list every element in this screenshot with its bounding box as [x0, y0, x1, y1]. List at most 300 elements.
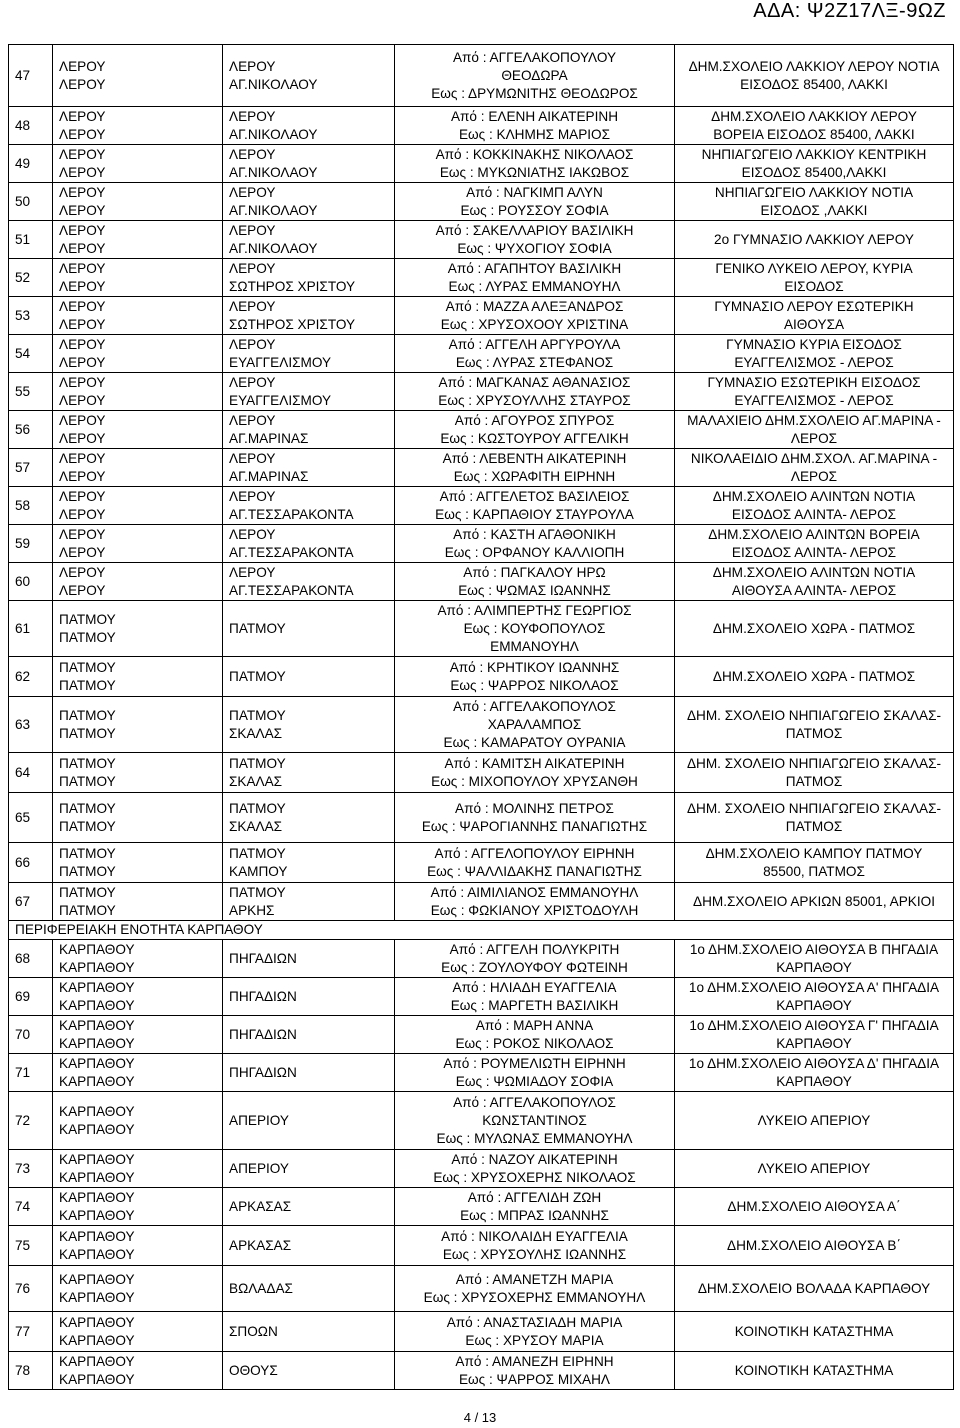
name-range-cell	[395, 883, 675, 921]
table-row	[9, 45, 954, 107]
district-line: ΛΕΡΟΥ	[229, 336, 276, 352]
range-line: ΧΑΡΑΛΑΜΠΟΣ	[487, 716, 582, 732]
name-range-cell	[395, 601, 675, 657]
name-range-cell	[395, 525, 675, 563]
municipality-line: ΛΕΡΟΥ	[59, 526, 106, 542]
municipality-cell	[53, 883, 223, 921]
district-cell	[223, 45, 395, 107]
range-line: ΕΜΜΑΝΟΥΗΛ	[490, 638, 579, 654]
district-line: ΑΓ.ΝΙΚΟΛΑΟΥ	[229, 202, 318, 218]
name-range-cell	[395, 1092, 675, 1150]
municipality-cell	[53, 1016, 223, 1054]
district-cell	[223, 793, 395, 843]
location-line: ΔΗΜ.ΣΧΟΛΕΙΟ ΑΙΘΟΥΣΑ Β΄	[726, 1237, 902, 1253]
municipality-line: ΛΕΡΟΥ	[59, 450, 106, 466]
district-cell	[223, 657, 395, 697]
municipality-line: ΛΕΡΟΥ	[59, 108, 106, 124]
district-line: ΛΕΡΟΥ	[229, 146, 276, 162]
municipality-cell	[53, 259, 223, 297]
municipality-line: ΚΑΡΠΑΘΟΥ	[59, 1271, 135, 1287]
row-number: 66	[9, 843, 53, 883]
table-row	[9, 221, 954, 259]
district-line: ΒΩΛΑΔΑΣ	[229, 1280, 293, 1296]
district-cell	[223, 753, 395, 793]
district-cell	[223, 1352, 395, 1390]
range-line: Εως : ΛΥΡΑΣ ΕΜΜΑΝΟΥΗΛ	[448, 278, 621, 294]
location-line: ΝΗΠΙΑΓΩΓΕΙΟ ΛΑΚΚΙΟΥ ΚΕΝΤΡΙΚΗ	[701, 146, 927, 162]
municipality-line: ΚΑΡΠΑΘΟΥ	[59, 1246, 135, 1262]
municipality-line: ΚΑΡΠΑΘΟΥ	[59, 1169, 135, 1185]
row-number: 64	[9, 753, 53, 793]
range-line: Από : ΑΓΓΕΛΑΚΟΠΟΥΛΟΥ	[452, 49, 617, 65]
location-cell	[675, 107, 954, 145]
location-cell	[675, 145, 954, 183]
page-number: 4 / 13	[463, 1410, 497, 1425]
location-line: ΔΗΜ.ΣΧΟΛΕΙΟ ΑΛΙΝΤΩΝ ΒΟΡΕΙΑ	[708, 526, 920, 542]
table-body-leros-patmos	[9, 45, 954, 921]
district-cell	[223, 221, 395, 259]
district-line: ΛΕΡΟΥ	[229, 260, 276, 276]
municipality-line: ΠΑΤΜΟΥ	[59, 755, 116, 771]
table-row	[9, 411, 954, 449]
range-line: Εως : ΧΡΥΣΟΧΟΟΥ ΧΡΙΣΤΙΝΑ	[440, 316, 629, 332]
location-line: ΔΗΜ.ΣΧΟΛΕΙΟ ΑΡΚΙΩΝ 85001, ΑΡΚΙΟΙ	[693, 893, 935, 909]
municipality-cell	[53, 978, 223, 1016]
location-line: ΑΙΘΟΥΣΑ	[783, 316, 845, 332]
row-number: 78	[9, 1352, 53, 1390]
municipality-cell	[53, 221, 223, 259]
municipality-line: ΠΑΤΜΟΥ	[59, 800, 116, 816]
table-row	[9, 563, 954, 601]
location-line: ΚΑΡΠΑΘΟΥ	[776, 1073, 852, 1089]
row-number: 70	[9, 1016, 53, 1054]
municipality-cell	[53, 183, 223, 221]
district-line: ΛΕΡΟΥ	[229, 58, 276, 74]
municipality-line: ΠΑΤΜΟΥ	[59, 629, 116, 645]
district-cell	[223, 978, 395, 1016]
name-range-cell	[395, 1266, 675, 1312]
row-number: 52	[9, 259, 53, 297]
location-line: ΒΟΡΕΙΑ ΕΙΣΟΔΟΣ 85400, ΛΑΚΚΙ	[713, 126, 915, 142]
district-cell	[223, 335, 395, 373]
district-line: ΣΩΤΗΡΟΣ ΧΡΙΣΤΟΥ	[229, 278, 356, 294]
range-line: Εως : ΡΟΚΟΣ ΝΙΚΟΛΑΟΣ	[455, 1035, 614, 1051]
municipality-line: ΠΑΤΜΟΥ	[59, 707, 116, 723]
location-line: ΛΕΡΟΣ	[790, 468, 838, 484]
municipality-line: ΛΕΡΟΥ	[59, 260, 106, 276]
location-cell	[675, 1188, 954, 1226]
municipality-line: ΛΕΡΟΥ	[59, 564, 106, 580]
range-line: Εως : ΧΡΥΣΟΧΕΡΗΣ ΕΜΜΑΝΟΥΗΛ	[423, 1289, 646, 1305]
location-cell	[675, 793, 954, 843]
range-line: Από : ΜΑΖΖΑ ΑΛΕΞΑΝΔΡΟΣ	[445, 298, 624, 314]
location-line: ΔΗΜ.ΣΧΟΛΕΙΟ ΑΙΘΟΥΣΑ Α΄	[727, 1198, 901, 1214]
range-line: Από : ΑΓΓΕΛΗ ΠΟΛΥΚΡΙΤΗ	[449, 941, 620, 957]
district-cell	[223, 145, 395, 183]
municipality-line: ΛΕΡΟΥ	[59, 430, 106, 446]
range-line: Από : ΜΟΛΙΝΗΣ ΠΕΤΡΟΣ	[455, 800, 614, 816]
municipality-line: ΚΑΡΠΑΘΟΥ	[59, 959, 135, 975]
location-line: ΚΟΙΝΟΤΙΚΗ ΚΑΤΑΣΤΗΜΑ	[734, 1362, 894, 1378]
name-range-cell	[395, 563, 675, 601]
name-range-cell	[395, 221, 675, 259]
location-line: ΓΕΝΙΚΟ ΛΥΚΕΙΟ ΛΕΡΟΥ, ΚΥΡΙΑ	[715, 260, 913, 276]
municipality-line: ΛΕΡΟΥ	[59, 126, 106, 142]
location-line: ΔΗΜ. ΣΧΟΛΕΙΟ ΝΗΠΙΑΓΩΓΕΙΟ ΣΚΑΛΑΣ-	[686, 707, 942, 723]
municipality-line: ΚΑΡΠΑΘΟΥ	[59, 1314, 135, 1330]
range-line: Εως : ΧΡΥΣΟΥ ΜΑΡΙΑ	[465, 1332, 604, 1348]
municipality-cell	[53, 411, 223, 449]
district-cell	[223, 1188, 395, 1226]
municipality-line: ΛΕΡΟΥ	[59, 336, 106, 352]
municipality-cell	[53, 1266, 223, 1312]
municipality-line: ΚΑΡΠΑΘΟΥ	[59, 1289, 135, 1305]
location-cell	[675, 411, 954, 449]
municipality-cell	[53, 793, 223, 843]
range-line: Εως : ΦΩΚΙΑΝΟΥ ΧΡΙΣΤΟΔΟΥΛΗ	[430, 902, 639, 918]
row-number: 47	[9, 45, 53, 107]
table-row	[9, 373, 954, 411]
location-cell	[675, 1092, 954, 1150]
row-number: 48	[9, 107, 53, 145]
name-range-cell	[395, 843, 675, 883]
location-line: ΝΙΚΟΛΑΕΙΔΙΟ ΔΗΜ.ΣΧΟΛ. ΑΓ.ΜΑΡΙΝΑ -	[690, 450, 938, 466]
location-line: ΠΑΤΜΟΣ	[785, 818, 843, 834]
municipality-line: ΚΑΡΠΑΘΟΥ	[59, 1353, 135, 1369]
location-line: 85500, ΠΑΤΜΟΣ	[763, 863, 865, 879]
range-line: Από : ΑΝΑΣΤΑΣΙΑΔΗ ΜΑΡΙΑ	[446, 1314, 623, 1330]
row-number: 72	[9, 1092, 53, 1150]
table-row	[9, 1150, 954, 1188]
range-line: Από : ΑΜΑΝΕΤΖΗ ΜΑΡΙΑ	[455, 1271, 614, 1287]
range-line: Εως : ΚΑΜΑΡΑΤΟΥ ΟΥΡΑΝΙΑ	[443, 734, 626, 750]
municipality-line: ΠΑΤΜΟΥ	[59, 818, 116, 834]
location-cell	[675, 657, 954, 697]
location-cell	[675, 45, 954, 107]
municipality-cell	[53, 1150, 223, 1188]
district-cell	[223, 411, 395, 449]
range-line: Από : ΑΛΙΜΠΕΡΤΗΣ ΓΕΩΡΓΙΟΣ	[437, 602, 632, 618]
district-line: ΠΗΓΑΔΙΩΝ	[229, 1064, 297, 1080]
district-line: ΑΓ.ΜΑΡΙΝΑΣ	[229, 430, 309, 446]
district-line: ΠΗΓΑΔΙΩΝ	[229, 950, 297, 966]
municipality-line: ΛΕΡΟΥ	[59, 278, 106, 294]
municipality-line: ΠΑΤΜΟΥ	[59, 884, 116, 900]
table-row	[9, 335, 954, 373]
location-cell	[675, 259, 954, 297]
row-number: 56	[9, 411, 53, 449]
location-cell	[675, 697, 954, 753]
municipality-cell	[53, 1188, 223, 1226]
location-cell	[675, 601, 954, 657]
location-line: ΔΗΜ.ΣΧΟΛΕΙΟ ΚΑΜΠΟΥ ΠΑΤΜΟΥ	[705, 845, 923, 861]
table-row	[9, 107, 954, 145]
location-line: ΓΥΜΝΑΣΙΟ ΕΣΩΤΕΡΙΚΗ ΕΙΣΟΔΟΣ	[707, 374, 921, 390]
municipality-line: ΠΑΤΜΟΥ	[59, 611, 116, 627]
district-cell	[223, 563, 395, 601]
district-cell	[223, 1266, 395, 1312]
name-range-cell	[395, 1352, 675, 1390]
row-number: 54	[9, 335, 53, 373]
row-number: 58	[9, 487, 53, 525]
location-line: ΕΙΣΟΔΟΣ	[784, 278, 844, 294]
name-range-cell	[395, 1016, 675, 1054]
district-cell	[223, 373, 395, 411]
location-line: ΠΑΤΜΟΣ	[785, 725, 843, 741]
name-range-cell	[395, 940, 675, 978]
location-line: ΔΗΜ.ΣΧΟΛΕΙΟ ΑΛΙΝΤΩΝ ΝΟΤΙΑ	[712, 488, 916, 504]
table-row	[9, 1054, 954, 1092]
district-line: ΠΑΤΜΟΥ	[229, 707, 286, 723]
table-row	[9, 793, 954, 843]
municipality-cell	[53, 45, 223, 107]
table-row	[9, 1266, 954, 1312]
range-line: Από : ΠΑΓΚΑΛΟΥ ΗΡΩ	[463, 564, 606, 580]
district-line: ΣΚΑΛΑΣ	[229, 725, 283, 741]
municipality-line: ΠΑΤΜΟΥ	[59, 659, 116, 675]
location-line: ΑΙΘΟΥΣΑ ΑΛΙΝΤΑ- ΛΕΡΟΣ	[731, 582, 897, 598]
range-line: Εως : ΔΡΥΜΩΝΙΤΗΣ ΘΕΟΔΩΡΟΣ	[431, 85, 638, 101]
district-line: ΛΕΡΟΥ	[229, 184, 276, 200]
district-line: ΛΕΡΟΥ	[229, 526, 276, 542]
district-line: ΠΗΓΑΔΙΩΝ	[229, 988, 297, 1004]
district-cell	[223, 940, 395, 978]
polling-stations-table	[8, 44, 954, 1390]
municipality-cell	[53, 753, 223, 793]
location-cell	[675, 449, 954, 487]
table-row	[9, 1188, 954, 1226]
name-range-cell	[395, 297, 675, 335]
range-line: Εως : ΧΡΥΣΟΧΕΡΗΣ ΝΙΚΟΛΑΟΣ	[433, 1169, 636, 1185]
location-line: ΚΑΡΠΑΘΟΥ	[776, 1035, 852, 1051]
name-range-cell	[395, 145, 675, 183]
district-line: ΟΘΟΥΣ	[229, 1362, 278, 1378]
range-line: ΘΕΟΔΩΡΑ	[501, 67, 568, 83]
district-cell	[223, 525, 395, 563]
district-line: ΑΓ.ΤΕΣΣΑΡΑΚΟΝΤΑ	[229, 506, 354, 522]
municipality-line: ΠΑΤΜΟΥ	[59, 845, 116, 861]
municipality-line: ΛΕΡΟΥ	[59, 374, 106, 390]
table-row	[9, 940, 954, 978]
row-number: 61	[9, 601, 53, 657]
range-line: Εως : ΡΟΥΣΣΟΥ ΣΟΦΙΑ	[460, 202, 609, 218]
range-line: Εως : ΜΙΧΟΠΟΥΛΟΥ ΧΡΥΣΑΝΘΗ	[431, 773, 638, 789]
name-range-cell	[395, 753, 675, 793]
district-cell	[223, 1092, 395, 1150]
municipality-line: ΛΕΡΟΥ	[59, 582, 106, 598]
municipality-cell	[53, 145, 223, 183]
range-line: Εως : ΨΑΛΛΙΔΑΚΗΣ ΠΑΝΑΓΙΩΤΗΣ	[427, 863, 642, 879]
location-line: 1ο ΔΗΜ.ΣΧΟΛΕΙΟ ΑΙΘΟΥΣΑ Α' ΠΗΓΑΔΙΑ	[688, 979, 940, 995]
location-cell	[675, 1312, 954, 1352]
location-cell	[675, 1016, 954, 1054]
municipality-cell	[53, 1312, 223, 1352]
section-row-group	[9, 921, 954, 940]
row-number: 65	[9, 793, 53, 843]
district-cell	[223, 297, 395, 335]
row-number: 73	[9, 1150, 53, 1188]
location-line: 2ο ΓΥΜΝΑΣΙΟ ΛΑΚΚΙΟΥ ΛΕΡΟΥ	[714, 231, 914, 247]
table-row	[9, 487, 954, 525]
table-row	[9, 753, 954, 793]
location-line: ΚΑΡΠΑΘΟΥ	[776, 997, 852, 1013]
location-cell	[675, 373, 954, 411]
location-cell	[675, 487, 954, 525]
table-row	[9, 259, 954, 297]
range-line: Από : ΝΙΚΟΛΑΙΔΗ ΕΥΑΓΓΕΛΙΑ	[441, 1228, 628, 1244]
table-row	[9, 843, 954, 883]
location-line: ΛΕΡΟΣ	[790, 430, 838, 446]
municipality-line: ΛΕΡΟΥ	[59, 146, 106, 162]
table-row	[9, 697, 954, 753]
municipality-line: ΚΑΡΠΑΘΟΥ	[59, 997, 135, 1013]
location-line: ΔΗΜ.ΣΧΟΛΕΙΟ ΧΩΡΑ - ΠΑΤΜΟΣ	[712, 668, 916, 684]
range-line: Από : ΜΑΡΗ ΑΝΝΑ	[475, 1017, 594, 1033]
location-line: ΓΥΜΝΑΣΙΟ ΚΥΡΙΑ ΕΙΣΟΔΟΣ	[726, 336, 902, 352]
name-range-cell	[395, 487, 675, 525]
municipality-line: ΠΑΤΜΟΥ	[59, 725, 116, 741]
municipality-cell	[53, 449, 223, 487]
name-range-cell	[395, 978, 675, 1016]
range-line: Από : ΑΓΓΕΛΗ ΑΡΓΥΡΟΥΛΑ	[448, 336, 621, 352]
district-line: ΑΡΚΑΣΑΣ	[229, 1237, 292, 1253]
municipality-line: ΚΑΡΠΑΘΟΥ	[59, 1332, 135, 1348]
location-cell	[675, 1226, 954, 1266]
range-line: Από : ΑΜΑΝΕΖΗ ΕΙΡΗΝΗ	[455, 1353, 614, 1369]
name-range-cell	[395, 45, 675, 107]
table-row	[9, 1352, 954, 1390]
municipality-line: ΛΕΡΟΥ	[59, 298, 106, 314]
district-line: ΑΓ.ΝΙΚΟΛΑΟΥ	[229, 126, 318, 142]
location-line: ΔΗΜ.ΣΧΟΛΕΙΟ ΛΑΚΚΙΟΥ ΛΕΡΟΥ	[711, 108, 917, 124]
location-cell	[675, 883, 954, 921]
district-line: ΣΚΑΛΑΣ	[229, 818, 283, 834]
district-line: ΛΕΡΟΥ	[229, 222, 276, 238]
municipality-cell	[53, 335, 223, 373]
name-range-cell	[395, 183, 675, 221]
municipality-cell	[53, 1054, 223, 1092]
range-line: Από : ΝΑΓΚΙΜΠ ΑΛΥΝ	[466, 184, 603, 200]
district-cell	[223, 107, 395, 145]
location-line: ΕΙΣΟΔΟΣ 85400, ΛΑΚΚΙ	[740, 76, 888, 92]
location-cell	[675, 297, 954, 335]
municipality-cell	[53, 297, 223, 335]
municipality-cell	[53, 107, 223, 145]
municipality-line: ΛΕΡΟΥ	[59, 506, 106, 522]
section-row	[9, 921, 954, 940]
district-line: ΑΓ.ΜΑΡΙΝΑΣ	[229, 468, 309, 484]
municipality-line: ΚΑΡΠΑΘΟΥ	[59, 1121, 135, 1137]
municipality-line: ΛΕΡΟΥ	[59, 316, 106, 332]
district-line: ΣΠΟΩΝ	[229, 1323, 278, 1339]
row-number: 60	[9, 563, 53, 601]
document-code: ΑΔΑ: Ψ2Ζ17ΛΞ-9ΩΖ	[753, 0, 946, 22]
district-line: ΛΕΡΟΥ	[229, 374, 276, 390]
district-cell	[223, 601, 395, 657]
district-line: ΛΕΡΟΥ	[229, 450, 276, 466]
district-cell	[223, 449, 395, 487]
row-number: 51	[9, 221, 53, 259]
row-number: 63	[9, 697, 53, 753]
row-number: 74	[9, 1188, 53, 1226]
municipality-line: ΠΑΤΜΟΥ	[59, 773, 116, 789]
range-line: Εως : ΚΟΥΦΟΠΟΥΛΟΣ	[463, 620, 606, 636]
municipality-line: ΠΑΤΜΟΥ	[59, 863, 116, 879]
table-row	[9, 145, 954, 183]
municipality-line: ΛΕΡΟΥ	[59, 164, 106, 180]
district-line: ΚΑΜΠΟΥ	[229, 863, 288, 879]
range-line: Από : ΑΓΓΕΛΟΠΟΥΛΟΥ ΕΙΡΗΝΗ	[434, 845, 635, 861]
range-line: Εως : ΨΩΜΙΑΔΟΥ ΣΟΦΙΑ	[455, 1073, 614, 1089]
range-line: Εως : ΚΩΣΤΟΥΡΟΥ ΑΓΓΕΛΙΚΗ	[440, 430, 629, 446]
range-line: Εως : ΨΑΡΡΟΣ ΜΙΧΑΗΛ	[458, 1371, 610, 1387]
range-line: Από : ΜΑΓΚΑΝΑΣ ΑΘΑΝΑΣΙΟΣ	[438, 374, 631, 390]
range-line: Εως : ΜΥΛΩΝΑΣ ΕΜΜΑΝΟΥΗΛ	[436, 1130, 633, 1146]
range-line: Από : ΡΟΥΜΕΛΙΩΤΗ ΕΙΡΗΝΗ	[443, 1055, 626, 1071]
name-range-cell	[395, 335, 675, 373]
range-line: Εως : ΚΑΡΠΑΘΙΟΥ ΣΤΑΥΡΟΥΛΑ	[435, 506, 634, 522]
range-line: Από : ΑΓΟΥΡΟΣ ΣΠΥΡΟΣ	[454, 412, 615, 428]
range-line: Από : ΑΙΜΙΛΙΑΝΟΣ ΕΜΜΑΝΟΥΗΛ	[430, 884, 639, 900]
table-row	[9, 1226, 954, 1266]
district-line: ΑΡΚΗΣ	[229, 902, 275, 918]
range-line: Από : ΗΛΙΑΔΗ ΕΥΑΓΓΕΛΙΑ	[452, 979, 617, 995]
municipality-cell	[53, 601, 223, 657]
table-row	[9, 1312, 954, 1352]
table-row	[9, 297, 954, 335]
location-cell	[675, 221, 954, 259]
table-row	[9, 657, 954, 697]
range-line: Εως : ΧΡΥΣΟΥΛΗΣ ΙΩΑΝΝΗΣ	[442, 1246, 627, 1262]
row-number: 76	[9, 1266, 53, 1312]
district-cell	[223, 1312, 395, 1352]
district-line: ΛΕΡΟΥ	[229, 108, 276, 124]
district-cell	[223, 843, 395, 883]
range-line: Από : ΝΑΖΟΥ ΑΙΚΑΤΕΡΙΝΗ	[451, 1151, 618, 1167]
location-line: ΕΙΣΟΔΟΣ ΑΛΙΝΤΑ- ΛΕΡΟΣ	[731, 544, 897, 560]
location-cell	[675, 183, 954, 221]
location-line: ΚΑΡΠΑΘΟΥ	[776, 959, 852, 975]
name-range-cell	[395, 657, 675, 697]
municipality-line: ΚΑΡΠΑΘΟΥ	[59, 1189, 135, 1205]
range-line: Από : ΑΓΓΕΛΕΤΟΣ ΒΑΣΙΛΕΙΟΣ	[439, 488, 630, 504]
district-cell	[223, 697, 395, 753]
district-line: ΠΑΤΜΟΥ	[229, 755, 286, 771]
location-cell	[675, 1150, 954, 1188]
municipality-line: ΛΕΡΟΥ	[59, 184, 106, 200]
municipality-cell	[53, 657, 223, 697]
range-line: Από : ΑΓΓΕΛΑΚΟΠΟΥΛΟΣ	[453, 698, 616, 714]
name-range-cell	[395, 1150, 675, 1188]
range-line: Από : ΚΟΚΚΙΝΑΚΗΣ ΝΙΚΟΛΑΟΣ	[435, 146, 634, 162]
municipality-line: ΛΕΡΟΥ	[59, 240, 106, 256]
table-row	[9, 601, 954, 657]
district-line: ΕΥΑΓΓΕΛΙΣΜΟΥ	[229, 392, 332, 408]
district-line: ΑΓ.ΝΙΚΟΛΑΟΥ	[229, 164, 318, 180]
municipality-line: ΛΕΡΟΥ	[59, 202, 106, 218]
range-line: Εως : ΚΛΗΜΗΣ ΜΑΡΙΟΣ	[458, 126, 611, 142]
location-line: ΔΗΜ.ΣΧΟΛΕΙΟ ΒΟΛΑΔΑ ΚΑΡΠΑΘΟΥ	[697, 1280, 931, 1296]
municipality-line: ΚΑΡΠΑΘΟΥ	[59, 1017, 135, 1033]
location-line: ΕΥΑΓΓΕΛΙΣΜΟΣ - ΛΕΡΟΣ	[734, 354, 894, 370]
range-line: Από : ΣΑΚΕΛΛΑΡΙΟΥ ΒΑΣΙΛΙΚΗ	[435, 222, 634, 238]
municipality-line: ΛΕΡΟΥ	[59, 544, 106, 560]
row-number: 62	[9, 657, 53, 697]
district-cell	[223, 883, 395, 921]
range-line: Εως : ΜΠΡΑΣ ΙΩΑΝΝΗΣ	[460, 1207, 609, 1223]
table-row	[9, 1016, 954, 1054]
municipality-line: ΚΑΡΠΑΘΟΥ	[59, 1371, 135, 1387]
